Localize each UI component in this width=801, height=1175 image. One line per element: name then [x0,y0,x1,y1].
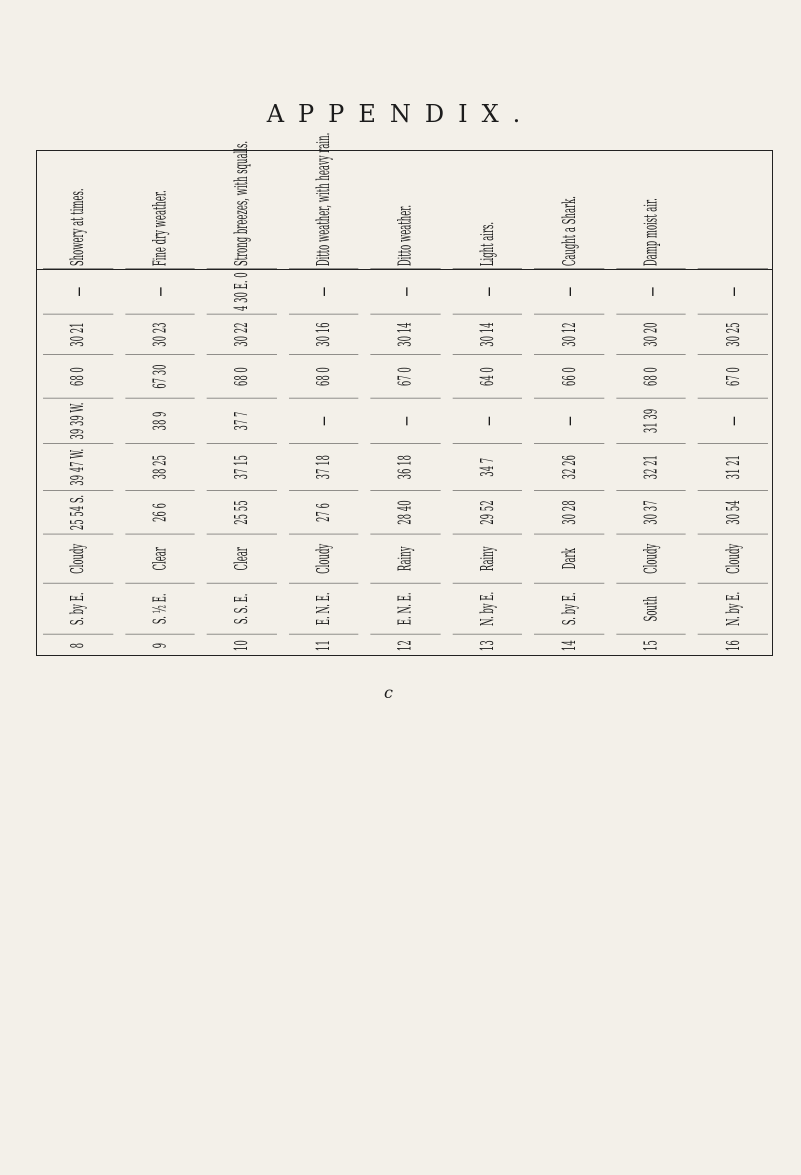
cell-therm: 68 0 [313,367,335,387]
table-row [201,140,283,657]
cell-day: 8 [67,642,89,649]
cell-day: 15 [640,640,662,652]
cell-therm: 67 0 [722,367,744,387]
cell-day: 10 [231,640,253,652]
cell-var: 38 9 [149,411,171,431]
signature-mark: c [384,683,393,702]
cell-therm: 68 0 [640,367,662,387]
cell-wind: S. S. E. [231,593,253,625]
cell-day: 12 [394,640,417,652]
cell-therm: 64 0 [476,367,498,387]
cell-lon: 37 18 [313,455,335,480]
cell-therm: 68 0 [231,367,253,387]
cell-lat: 26 6 [149,503,171,523]
cell-lon: 36 18 [394,455,417,480]
cell-remark: Light airs. [476,221,498,267]
cell-day: 14 [558,640,580,652]
cell-lon: 34 7 [476,457,498,477]
cell-barom: 30 16 [313,322,335,347]
cell-therm: 68 0 [67,367,89,387]
log-table [36,132,773,656]
cell-wind: S. by E. [67,592,89,626]
cell-lat: 30 37 [640,500,662,525]
cell-var: 31 39 [640,408,662,434]
cell-day: 16 [722,640,744,652]
cell-remark: Fine dry weather. [149,190,171,267]
cell-obs: — [147,286,172,297]
cell-lon: 32 21 [640,455,662,480]
cell-obs: — [639,286,664,297]
page-title: APPENDIX. [266,100,535,128]
cell-day: 13 [476,640,498,652]
rotated-table-body [37,132,774,657]
cell-lat: 28 40 [394,500,417,525]
cell-var: — [475,416,500,426]
cell-obs: — [65,286,90,297]
table-row [446,151,528,657]
cell-wind: S. ½ E. [149,593,171,625]
cell-lon: 31 21 [722,455,744,480]
cell-weather: Clear [149,547,171,571]
cell-weather: Cloudy [722,543,744,574]
cell-barom: 30 12 [558,322,580,347]
cell-obs: — [557,286,582,297]
table-row [610,151,692,657]
table-row [283,132,365,657]
cell-barom: 30 25 [722,322,744,347]
cell-weather: Cloudy [67,543,89,574]
cell-weather: Clear [231,547,253,571]
cell-remark: Ditto weather, with heavy rain. [313,132,335,267]
table-row [119,151,201,657]
cell-lat: 30 28 [558,500,580,525]
cell-day: 9 [149,642,171,649]
cell-lon: 38 25 [149,455,171,480]
cell-wind: South [640,596,662,622]
cell-lon: 39 47 W. [67,448,89,486]
cell-day: 11 [313,640,335,652]
cell-obs: — [475,286,500,297]
cell-var: 37 7 [231,411,253,431]
row-divider [37,269,772,270]
cell-barom: 30 23 [149,322,171,347]
cell-barom: 30 14 [394,322,417,347]
cell-wind: N. by E. [476,591,498,626]
cell-lon: 32 26 [558,455,580,480]
cell-lat: 25 55 [231,500,253,525]
cell-var: — [311,416,336,426]
cell-wind: E. N. E. [394,592,417,626]
cell-weather: Rainy [476,546,498,572]
cell-obs: 4 30 E. 0 [231,272,253,311]
cell-therm: 67 30 [149,364,171,389]
cell-lat: 25 54 S. [67,494,89,531]
cell-obs: — [393,286,418,297]
table-row [365,151,447,657]
cell-wind: E. N. E. [313,592,335,626]
cell-var: — [393,416,418,426]
cell-weather: Dark [558,548,580,570]
cell-var: — [557,416,582,426]
cell-remark: Caught a Shark. [558,196,580,267]
cell-barom: 30 22 [231,322,253,347]
cell-barom: 30 20 [640,322,662,347]
cell-remark: Damp moist air. [640,198,662,267]
cell-therm: 66 0 [558,367,580,387]
cell-barom: 30 21 [67,322,89,347]
cell-remark: Strong breezes, with squalls. [231,140,253,267]
table-row [692,151,774,657]
cell-lon: 37 15 [231,455,253,480]
table-row [528,151,610,657]
cell-obs: — [311,286,336,297]
cell-var: 39 39 W. [67,402,89,440]
cell-weather: Cloudy [313,543,335,574]
cell-remark: Showery at times. [67,188,89,267]
cell-lat: 27 6 [313,503,335,523]
cell-lat: 30 54 [722,500,744,525]
cell-barom: 30 14 [476,322,498,347]
table-row [37,151,119,657]
cell-lat: 29 52 [476,500,498,525]
cell-remark: Ditto weather. [394,204,417,267]
cell-weather: Cloudy [640,543,662,574]
cell-remark [692,151,774,269]
cell-obs: — [720,286,746,297]
cell-wind: N. by E. [722,591,744,626]
cell-weather: Rainy [394,546,417,572]
cell-wind: S. by E. [558,592,580,626]
cell-therm: 67 0 [394,367,417,387]
cell-var: — [720,416,746,426]
